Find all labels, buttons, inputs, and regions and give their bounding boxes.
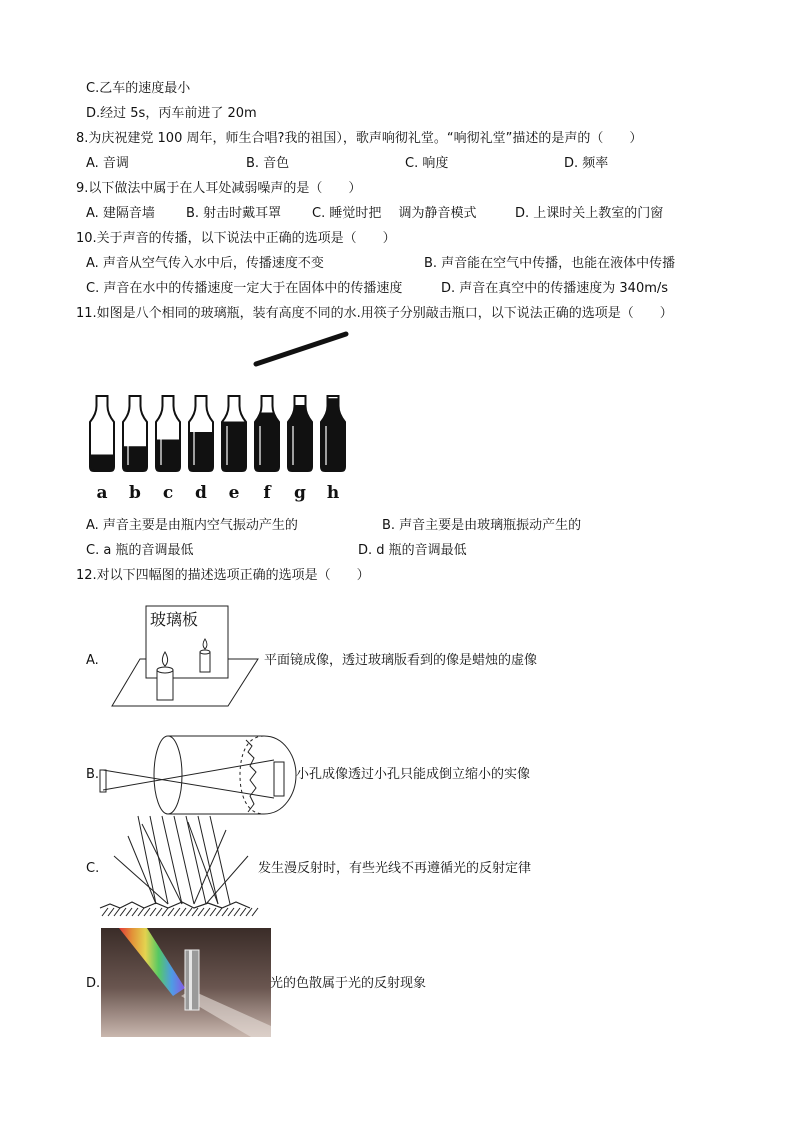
q11-option-c: C. a 瓶的音调最低 [86, 543, 194, 558]
q11-option-b: B. 声音主要是由玻璃瓶振动产生的 [382, 518, 582, 533]
bottle-label: f [263, 483, 271, 503]
bottle-water [253, 413, 281, 474]
q12-option-b-letter: B. [86, 767, 100, 782]
bottles-figure [80, 326, 370, 504]
q11-option-a: A. 声音主要是由瓶内空气振动产生的 [86, 518, 298, 533]
q9-stem: 9.以下做法中属于在人耳处减弱噪声的是（ ） [76, 181, 362, 196]
bottle-water [154, 440, 182, 474]
bottle-label: d [195, 483, 207, 503]
diffuse-reflection-figure [98, 816, 258, 920]
q12-option-c-text: 发生漫反射时，有些光线不再遵循光的反射定律 [258, 861, 532, 876]
bottle-water [319, 398, 347, 473]
q10-option-d: D. 声音在真空中的传播速度为 340m/s [441, 281, 669, 296]
q8-option-a: A. 音调 [86, 156, 129, 171]
bottle-label: g [294, 483, 306, 503]
bottle-water [220, 422, 248, 474]
chopstick [256, 334, 346, 364]
q9-option-c: C. 睡觉时把 调为静音模式 [312, 206, 477, 221]
q9-option-d: D. 上课时关上教室的门窗 [515, 206, 664, 221]
q12-option-d-text: 光的色散属于光的反射现象 [270, 976, 427, 991]
candle-front [157, 670, 173, 700]
flame-icon [203, 639, 207, 649]
bottle-label: c [162, 483, 174, 503]
bottle-water [286, 405, 314, 473]
q12-option-d-letter: D. [86, 976, 101, 991]
q12-stem: 12.对以下四幅图的描述选项正确的选项是（ ） [76, 568, 370, 583]
prism-dispersion-photo [101, 928, 271, 1037]
q11-stem: 11.如图是八个相同的玻璃瓶，装有高度不同的水.用筷子分别敲击瓶口，以下说法正确的选项是（ ） [76, 306, 673, 321]
q9-option-a: A. 建隔音墙 [86, 206, 155, 221]
q10-stem: 10.关于声音的传播，以下说法中正确的选项是（ ） [76, 231, 396, 246]
q7-option-d: D.经过 5s，丙车前进了 20m [86, 106, 257, 121]
q12-option-b-text: 小孔成像透过小孔只能成倒立缩小的实像 [296, 767, 531, 782]
q12-option-a-letter: A. [86, 653, 99, 668]
q8-option-d: D. 频率 [564, 156, 609, 171]
bottle-label: h [326, 483, 340, 503]
bottle-label: b [129, 483, 141, 503]
q10-option-b: B. 声音能在空气中传播，也能在液体中传播 [424, 256, 676, 271]
candle-image [200, 652, 210, 672]
q8-stem: 8.为庆祝建党 100 周年，师生合唱?我的祖国），歌声响彻礼堂。“响彻礼堂”描述的是声的（ ） [76, 131, 643, 146]
q9-option-b: B. 射击时戴耳罩 [186, 206, 282, 221]
q7-option-c: C.乙车的速度最小 [86, 81, 191, 96]
glass-plate-label: 玻璃板 [150, 610, 199, 629]
pinhole-camera-figure [96, 732, 296, 818]
q10-option-c: C. 声音在水中的传播速度一定大于在固体中的传播速度 [86, 281, 403, 296]
q11-option-d: D. d 瓶的音调最低 [358, 543, 467, 558]
q8-option-b: B. 音色 [246, 156, 290, 171]
bottle-label: a [96, 483, 108, 503]
q12-option-a-text: 平面镜成像，透过玻璃版看到的像是蜡烛的虚像 [264, 653, 538, 668]
candle-object [100, 770, 106, 792]
q10-option-a: A. 声音从空气传入水中后，传播速度不变 [86, 256, 324, 271]
q12-option-c-letter: C. [86, 861, 100, 876]
bottle-water [187, 432, 215, 473]
q8-option-c: C. 响度 [405, 156, 449, 171]
bottle-label: e [228, 483, 240, 503]
bottle-water [121, 446, 149, 473]
